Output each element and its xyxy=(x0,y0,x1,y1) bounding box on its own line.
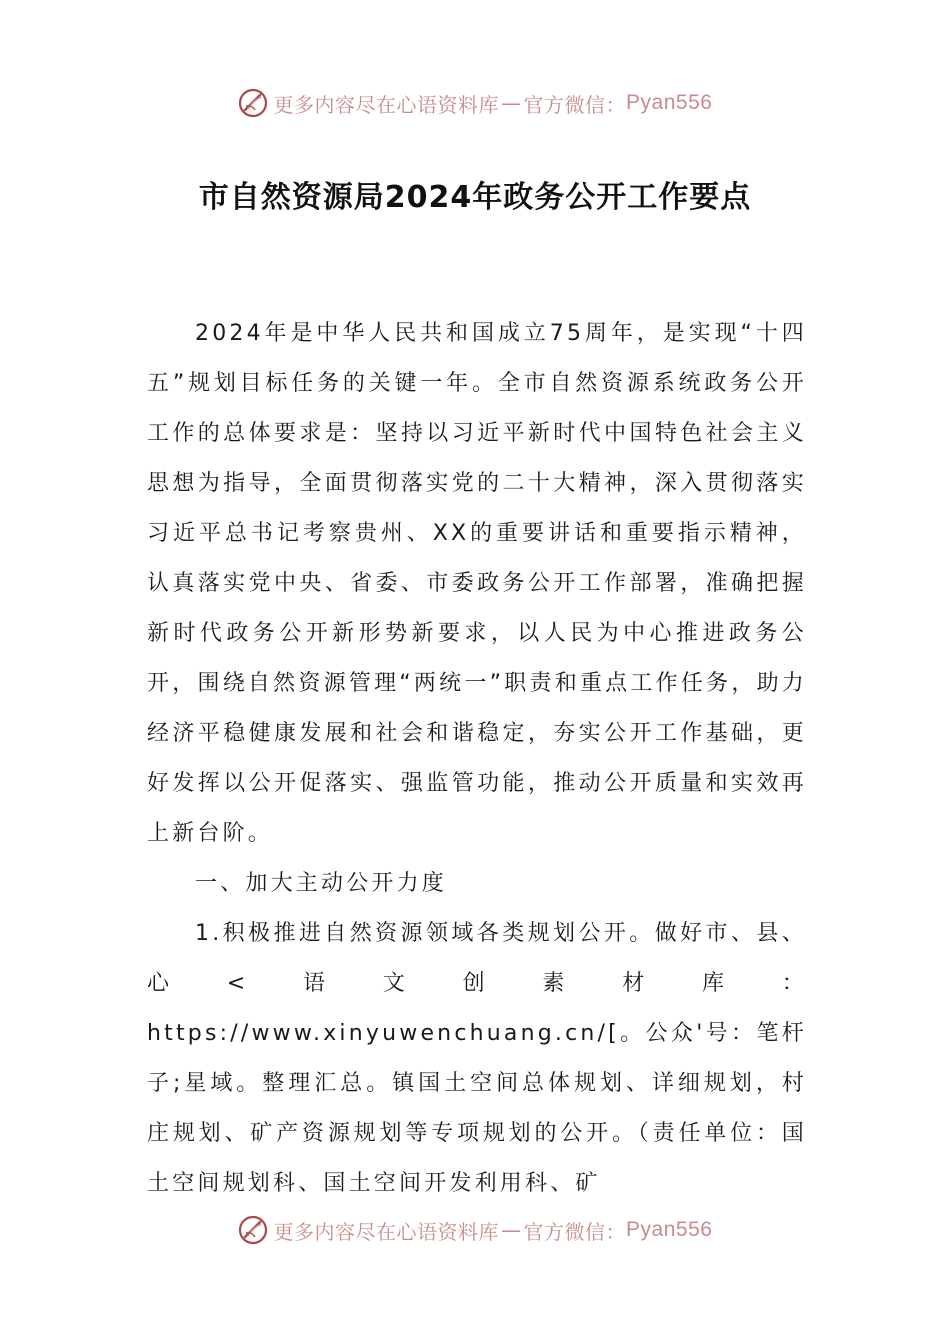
banner-wechat-id: Pyan556 xyxy=(626,1218,713,1241)
document-title: 市自然资源局2024年政务公开工作要点 xyxy=(198,180,752,215)
banner-wechat-label: 官方微信： xyxy=(523,1219,627,1244)
banner-wechat-label: 官方微信： xyxy=(523,92,627,117)
banner-separator: — xyxy=(501,91,522,115)
banner-wechat-id: Pyan556 xyxy=(626,91,713,114)
quill-logo-icon xyxy=(238,88,268,118)
section-heading-1: 一、加大主动公开力度 xyxy=(195,871,448,896)
banner-separator: — xyxy=(501,1218,522,1242)
document-body xyxy=(147,309,807,1209)
banner-text: 更多内容尽在心语资料库 xyxy=(273,1219,500,1244)
paragraph-item-1: 1.积极推进自然资源领域各类规划公开。做好市、县、心<语文创素材库：https://www.xinyuwenchuang.cn/[。公众'号：笔杆子;星域。整理汇总。镇国土空间总体规划、详细规划，村庄规划、矿产资源规划等专项规划的公开。（责任单位：国土空间规划科、国土空间开发利用科、矿 xyxy=(147,921,807,1196)
watermark-banner-top xyxy=(0,83,950,123)
watermark-banner-bottom xyxy=(0,1210,950,1250)
banner-text: 更多内容尽在心语资料库 xyxy=(273,92,500,117)
quill-logo-icon xyxy=(238,1215,268,1245)
paragraph-intro: 2024年是中华人民共和国成立75周年，是实现“十四五”规划目标任务的关键一年。全市自然资源系统政务公开工作的总体要求是：坚持以习近平新时代中国特色社会主义思想为指导，全面贯彻落实党的二十大精神，深入贯彻落实习近平总书记考察贵州、XX的重要讲话和重要指示精神，认真落实党中央、省委、市委政务公开工作部署，准确把握新时代政务公开新形势新要求，以人民为中心推进政务公开，围绕自然资源管理“两统一”职责和重点工作任务，助力经济平稳健康发展和社会和谐稳定，夯实公开工作基础，更好发挥以公开促落实、强监管功能，推动公开质量和实效再上新台阶。 xyxy=(147,321,807,846)
